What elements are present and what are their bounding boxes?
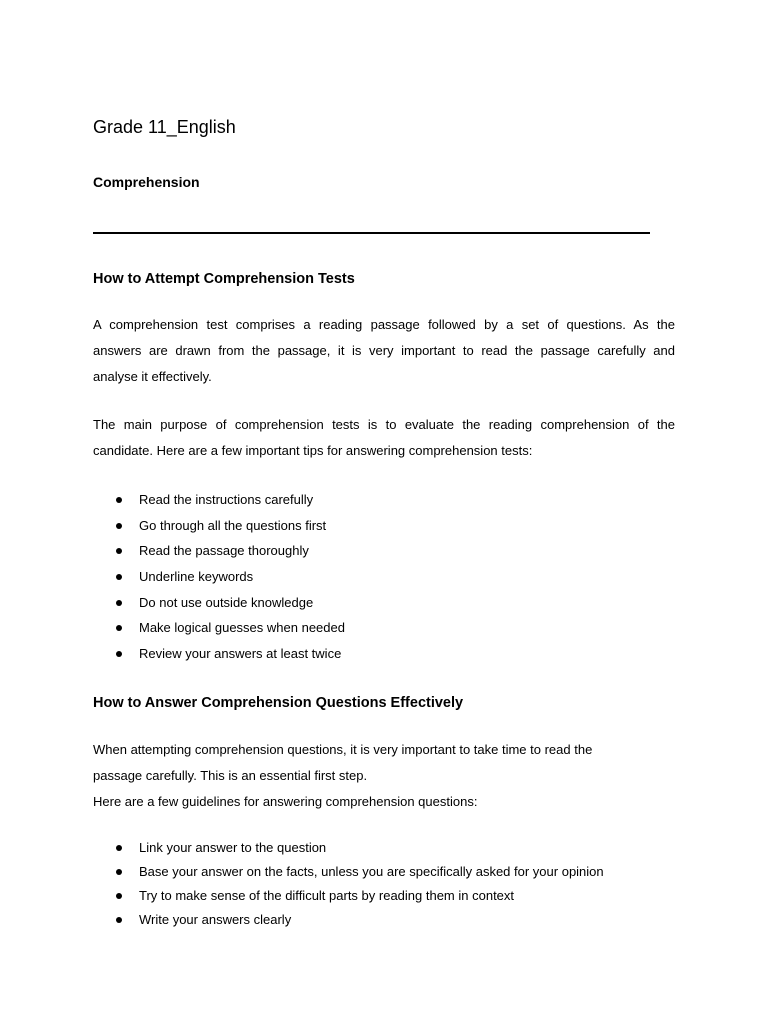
list-item-text: Do not use outside knowledge bbox=[139, 594, 314, 610]
bullet-icon bbox=[116, 497, 122, 503]
bullet-icon bbox=[116, 548, 122, 554]
paragraph-line: Here are a few guidelines for answering comprehension questions: bbox=[93, 794, 478, 809]
bullet-icon bbox=[116, 574, 122, 580]
horizontal-rule bbox=[93, 232, 650, 234]
list-item-text: Read the passage thoroughly bbox=[139, 543, 309, 559]
list-item bbox=[93, 487, 345, 513]
list-item bbox=[93, 641, 345, 667]
list-item-text: Try to make sense of the difficult parts by reading them in context bbox=[139, 888, 515, 903]
list-item bbox=[93, 615, 345, 641]
bullet-icon bbox=[116, 600, 122, 606]
list-item-text: Underline keywords bbox=[139, 569, 254, 585]
list-item bbox=[93, 590, 345, 616]
list-item-text: Review your answers at least twice bbox=[139, 646, 342, 662]
list-item-text: Go through all the questions first bbox=[139, 517, 327, 533]
section1-paragraph-2 bbox=[93, 412, 675, 464]
document-subtitle: Comprehension bbox=[93, 174, 200, 190]
bullet-icon bbox=[116, 651, 122, 657]
paragraph-line: A comprehension test comprises a reading passage followed by a set of questions. As the bbox=[93, 317, 675, 332]
section-heading-attempt-tests: How to Attempt Comprehension Tests bbox=[93, 271, 355, 287]
paragraph-line: passage carefully. This is an essential first step. bbox=[93, 768, 368, 783]
document-title: Grade 11_English bbox=[93, 117, 236, 137]
list-item-text: Make logical guesses when needed bbox=[139, 620, 345, 636]
list-item bbox=[93, 836, 604, 860]
list-item-text: Read the instructions carefully bbox=[139, 492, 314, 507]
bullet-icon bbox=[116, 869, 122, 875]
paragraph-line: candidate. Here are a few important tips for answering comprehension tests: bbox=[93, 443, 533, 458]
list-item bbox=[93, 860, 604, 884]
bullet-icon bbox=[116, 845, 122, 851]
section-heading-answer-effectively: How to Answer Comprehension Questions Effectively bbox=[93, 695, 464, 711]
list-item-text: Write your answers clearly bbox=[139, 912, 292, 927]
paragraph-line: The main purpose of comprehension tests is to evaluate the reading comprehension of the bbox=[93, 417, 675, 432]
bullet-icon bbox=[116, 893, 122, 899]
section1-paragraph-1 bbox=[93, 312, 675, 390]
list-item bbox=[93, 884, 604, 908]
paragraph-line: When attempting comprehension questions, it is very important to take time to read the bbox=[93, 742, 593, 757]
list-item bbox=[93, 538, 345, 564]
paragraph-line: analyse it effectively. bbox=[93, 369, 212, 384]
tips-list bbox=[93, 487, 345, 667]
list-item-text: Link your answer to the question bbox=[139, 840, 327, 855]
list-item bbox=[93, 564, 345, 590]
list-item-text: Base your answer on the facts, unless you are specifically asked for your opinion bbox=[139, 864, 604, 879]
bullet-icon bbox=[116, 625, 122, 631]
bullet-icon bbox=[116, 917, 122, 923]
section2-paragraph-1 bbox=[93, 737, 675, 815]
guidelines-list bbox=[93, 836, 604, 932]
list-item bbox=[93, 513, 345, 539]
paragraph-line: answers are drawn from the passage, it is very important to read the passage carefully and bbox=[93, 343, 675, 358]
list-item bbox=[93, 908, 604, 932]
bullet-icon bbox=[116, 523, 122, 529]
